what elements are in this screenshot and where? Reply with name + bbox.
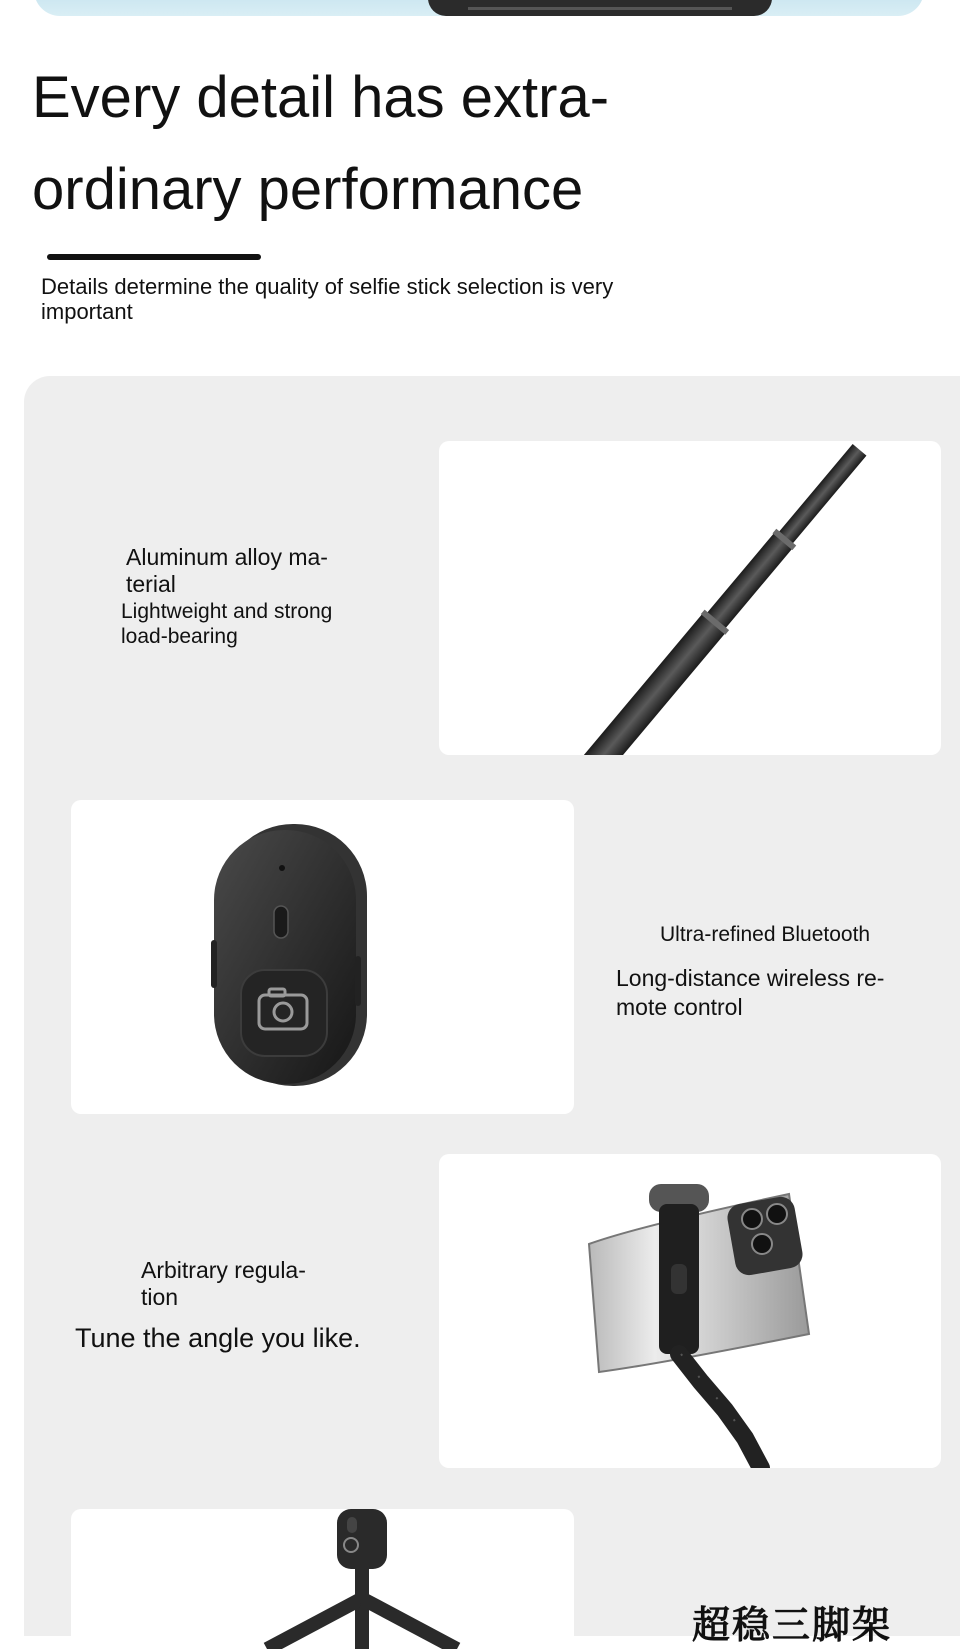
feature-regulation-image-card bbox=[439, 1154, 941, 1468]
page-title: Every detail has extra-ordinary performance bbox=[32, 65, 610, 222]
tripod-icon bbox=[71, 1509, 574, 1649]
feature-bluetooth-description: Long-distance wireless re-mote control bbox=[616, 965, 885, 1020]
feature-aluminum-image-card bbox=[439, 441, 941, 755]
feature-bluetooth-image-card bbox=[71, 800, 574, 1114]
feature-regulation-title: Arbitrary regula-tion bbox=[141, 1257, 306, 1310]
aluminum-pole-icon bbox=[439, 441, 941, 755]
product-image-top bbox=[428, 0, 772, 16]
feature-bluetooth-title: Ultra-refined Bluetooth bbox=[660, 923, 871, 946]
feature-aluminum-description: Lightweight and strong load-bearing bbox=[121, 600, 333, 648]
bluetooth-remote-icon bbox=[71, 800, 574, 1114]
feature-aluminum-title: Aluminum alloy ma-terial bbox=[126, 544, 328, 597]
feature-regulation-description: Tune the angle you like. bbox=[75, 1323, 361, 1353]
tripod-image-card bbox=[71, 1509, 574, 1649]
page-subtitle: Details determine the quality of selfie stick selection is very important bbox=[41, 274, 614, 324]
phone-holder-icon bbox=[439, 1154, 941, 1468]
title-underline bbox=[47, 254, 261, 260]
next-section-title: 超稳三脚架 bbox=[692, 1605, 893, 1647]
